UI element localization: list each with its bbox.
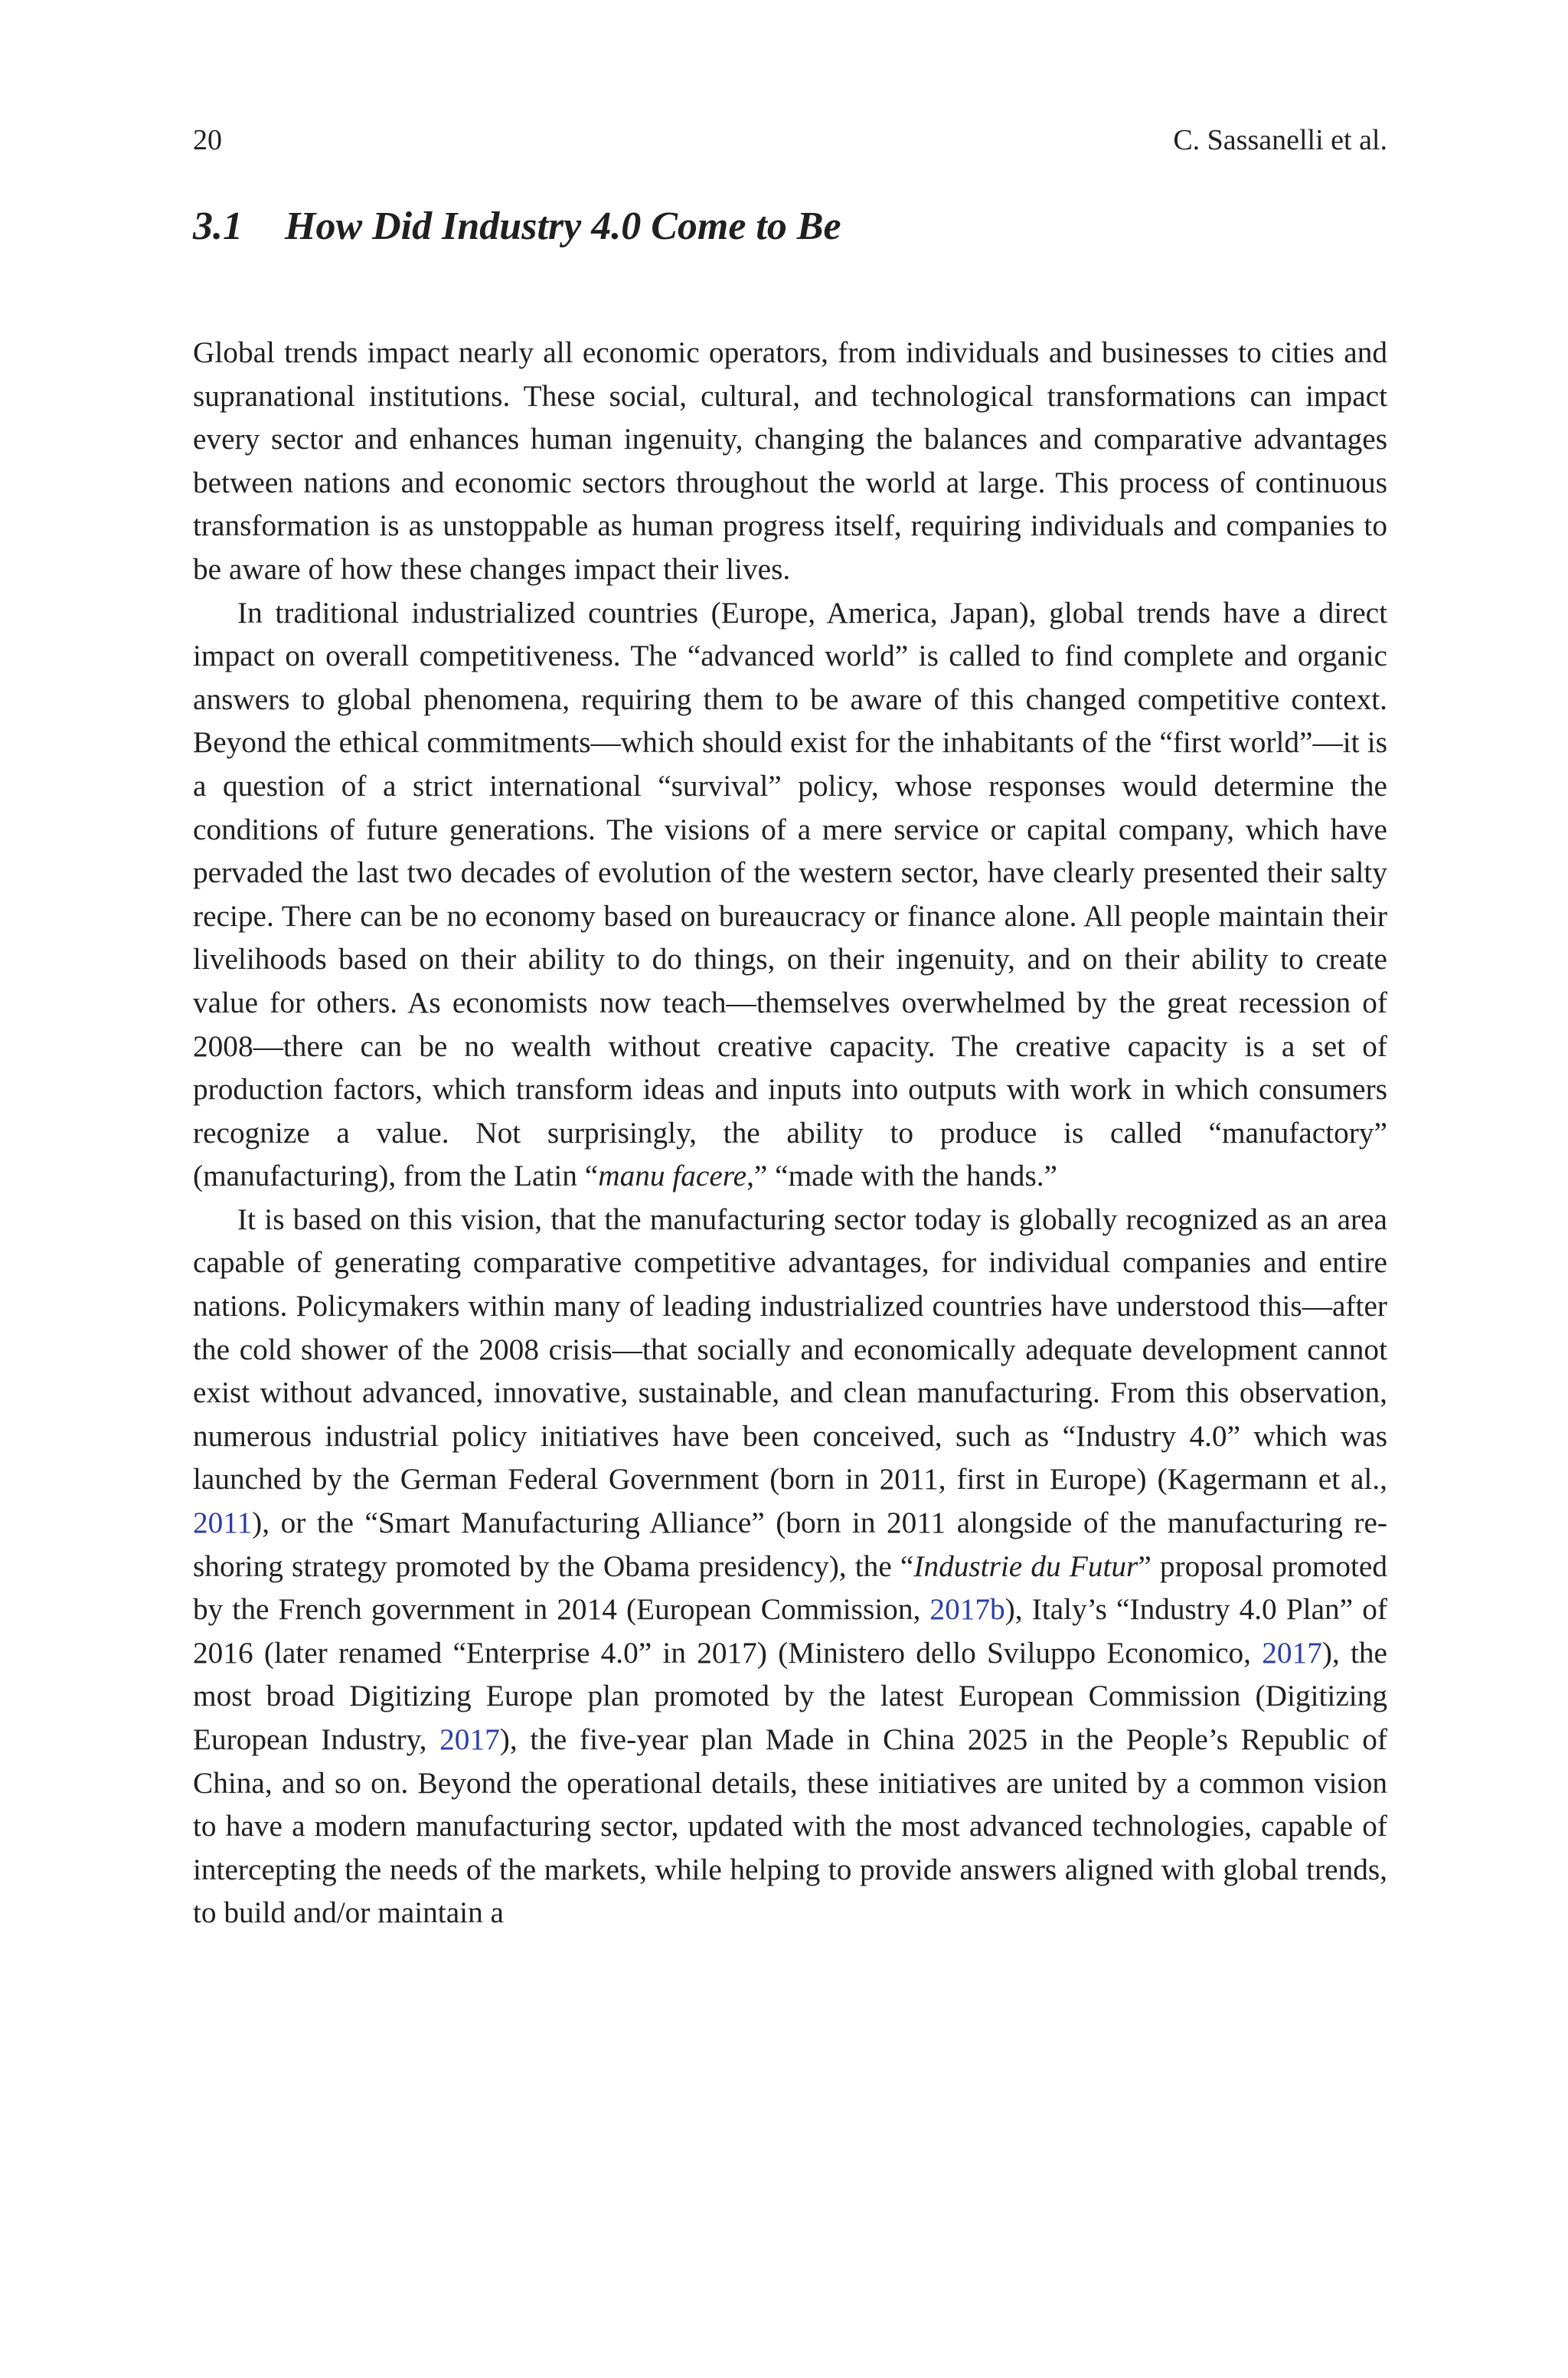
page-number: 20 — [193, 124, 222, 156]
paragraph-3-segment: ), the five-year plan Made in China 2025 in the People’s Republic of China, and so on. Beyond the operational details, these initiatives are united by a common vision to have a modern manufacturing sector, updated with the most advanced technologies, capable of intercepting the needs of the markets, while helping to provide answers aligned with global trends, to build and/or maintain a — [193, 1722, 1387, 1930]
citation-link-ministero-2017[interactable]: 2017 — [1262, 1635, 1322, 1670]
paragraph-3-segment: ), or the “Smart Manufacturing Alliance” (born in 2011 alongside of the manufacturing re-shoring strategy promoted by the Obama presidency), the “ — [193, 1506, 1387, 1583]
industrie-du-futur-term: Industrie du Futur — [913, 1549, 1138, 1583]
citation-link-kagermann-2011[interactable]: 2011 — [193, 1506, 253, 1540]
paragraph-3-segment: ), the most broad Digitizing Europe plan promoted by the latest European Commission (Digitizing European Industry, — [193, 1635, 1387, 1756]
paragraph-2 — [193, 591, 1387, 1198]
paragraph-3 — [193, 1198, 1387, 1935]
running-head-authors: C. Sassanelli et al. — [1173, 124, 1387, 156]
body-text — [193, 331, 1387, 1935]
paragraph-2-closing: ,” “made with the hands.” — [746, 1159, 1057, 1193]
section-title: How Did Industry 4.0 Come to Be — [285, 204, 841, 248]
book-page — [193, 121, 1387, 1935]
paragraph-1: Global trends impact nearly all economic operators, from individuals and businesses to cities and supranational institutions. These social, cultural, and technological transformations can impact every sector and enhances human ingenuity, changing the balances and comparative advantages between nations and economic sectors throughout the world at large. This process of continuous transformation is as unstoppable as human progress itself, requiring individuals and companies to be aware of how these changes impact their lives. — [193, 335, 1387, 586]
paragraph-3-segment: ” proposal promoted by the French government in 2014 (European Commission, — [193, 1549, 1387, 1627]
latin-term: manu facere — [598, 1159, 747, 1193]
running-head — [193, 121, 1387, 159]
section-heading — [193, 202, 1387, 251]
paragraph-3-segment: ), Italy’s “Industry 4.0 Plan” of 2016 (later renamed “Enterprise 4.0” in 2017) (Ministero dello Sviluppo Economico, — [193, 1592, 1387, 1670]
paragraph-3-segment: It is based on this vision, that the manufacturing sector today is globally recognized as an area capable of generating comparative competitive advantages, for individual companies and entire nations. Policymakers within many of leading industrialized countries have understood this—after the cold shower of the 2008 crisis—that socially and economically adequate development cannot exist without advanced, innovative, sustainable, and clean manufacturing. From this observation, numerous industrial policy initiatives have been conceived, such as “Industry 4.0” which was launched by the German Federal Government (born in 2011, first in Europe) (Kagermann et al., — [193, 1202, 1387, 1496]
paragraph-2-text: In traditional industrialized countries (Europe, America, Japan), global trends have a direct impact on overall competitiveness. The “advanced world” is called to find complete and organic answers to global phenomena, requiring them to be aware of this changed competitive context. Beyond the ethical commitments—which should exist for the inhabitants of the “first world”—it is a question of a strict international “survival” policy, whose responses would determine the conditions of future generations. The visions of a mere service or capital company, which have pervaded the last two decades of evolution of the western sector, have clearly presented their salty recipe. There can be no economy based on bureaucracy or finance alone. All people maintain their livelihoods based on their ability to do things, on their ingenuity, and on their ability to create value for others. As economists now teach—themselves overwhelmed by the great recession of 2008—there can be no wealth without creative capacity. The creative capacity is a set of production factors, which transform ideas and inputs into outputs with work in which consumers recognize a value. Not surprisingly, the ability to produce is called “manufactory” (manufacturing), from the Latin “ — [193, 595, 1387, 1193]
citation-link-digitizing-european-industry-2017[interactable]: 2017 — [439, 1722, 500, 1756]
section-number: 3.1 — [193, 204, 243, 248]
citation-link-european-commission-2017b[interactable]: 2017b — [929, 1592, 1005, 1627]
